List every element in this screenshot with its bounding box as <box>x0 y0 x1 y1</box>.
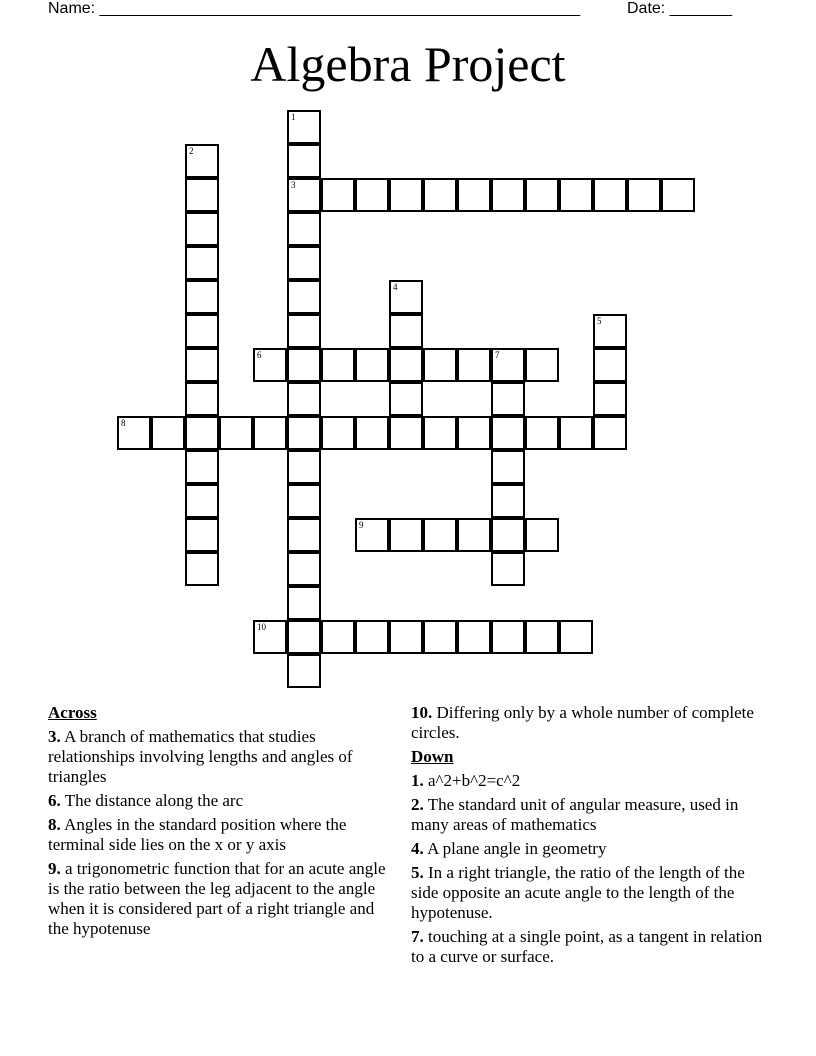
grid-cell[interactable] <box>593 178 627 212</box>
clue-number: 8. <box>48 815 61 834</box>
grid-cell[interactable] <box>627 178 661 212</box>
clue-number: 3. <box>48 727 61 746</box>
date-field-label: Date: _______ <box>627 0 732 17</box>
clue-across-10 <box>411 703 776 743</box>
grid-cell[interactable] <box>185 314 219 348</box>
clue-number: 4. <box>411 839 424 858</box>
cell-number: 6 <box>257 350 262 360</box>
clue-number: 7. <box>411 927 424 946</box>
grid-cell[interactable] <box>287 212 321 246</box>
clues-right-column <box>411 703 776 971</box>
grid-cell[interactable] <box>287 586 321 620</box>
grid-cell[interactable] <box>491 484 525 518</box>
grid-cell[interactable] <box>593 416 627 450</box>
grid-cell[interactable] <box>457 178 491 212</box>
grid-cell[interactable] <box>287 382 321 416</box>
grid-cell[interactable] <box>593 382 627 416</box>
grid-cell[interactable] <box>287 620 321 654</box>
grid-cell[interactable] <box>525 416 559 450</box>
down-heading: Down <box>411 747 454 766</box>
grid-cell[interactable] <box>525 178 559 212</box>
grid-cell[interactable] <box>253 620 287 654</box>
grid-cell[interactable] <box>185 416 219 450</box>
cell-number: 2 <box>189 146 194 156</box>
name-field-label: Name: ______________________________________________________ <box>48 0 581 17</box>
grid-cell[interactable] <box>253 416 287 450</box>
clue-text: A branch of mathematics that studies relationships involving lengths and angles of triangles <box>48 727 353 786</box>
cell-number: 4 <box>393 282 398 292</box>
grid-cell[interactable] <box>321 348 355 382</box>
grid-cell[interactable] <box>287 246 321 280</box>
grid-cell[interactable] <box>185 518 219 552</box>
grid-cell[interactable] <box>287 314 321 348</box>
grid-cell[interactable] <box>491 416 525 450</box>
clue-text: A plane angle in geometry <box>427 839 607 858</box>
clue-down-7 <box>411 927 776 967</box>
clue-text: The standard unit of angular measure, used in many areas of mathematics <box>411 795 739 834</box>
grid-cell[interactable] <box>355 348 389 382</box>
grid-cell[interactable] <box>185 178 219 212</box>
grid-cell[interactable] <box>389 416 423 450</box>
clue-text: a trigonometric function that for an acute angle is the ratio between the leg adjacent to the angle when it is considered part of a right triangle and the hypotenuse <box>48 859 386 938</box>
grid-cell[interactable] <box>559 620 593 654</box>
grid-cell[interactable] <box>423 416 457 450</box>
grid-cell[interactable] <box>593 348 627 382</box>
clue-text: The distance along the arc <box>64 791 244 810</box>
clue-text: Angles in the standard position where the terminal side lies on the x or y axis <box>48 815 347 854</box>
grid-cell[interactable] <box>287 518 321 552</box>
grid-cell[interactable] <box>389 178 423 212</box>
grid-cell[interactable] <box>117 416 151 450</box>
grid-cell[interactable] <box>287 416 321 450</box>
clue-text: touching at a single point, as a tangent in relation to a curve or surface. <box>411 927 763 966</box>
cell-number: 9 <box>359 520 364 530</box>
grid-cell[interactable] <box>287 110 321 144</box>
grid-cell[interactable] <box>287 484 321 518</box>
grid-cell[interactable] <box>491 382 525 416</box>
clue-text: Differing only by a whole number of complete circles. <box>411 703 754 742</box>
clue-across-9 <box>48 859 398 939</box>
grid-cell[interactable] <box>389 348 423 382</box>
grid-cell[interactable] <box>423 620 457 654</box>
grid-cell[interactable] <box>321 178 355 212</box>
clue-across-6 <box>48 791 398 811</box>
clue-down-2 <box>411 795 776 835</box>
across-heading: Across <box>48 703 97 722</box>
grid-cell[interactable] <box>559 178 593 212</box>
grid-cell[interactable] <box>219 416 253 450</box>
grid-cell[interactable] <box>491 178 525 212</box>
grid-cell[interactable] <box>457 416 491 450</box>
clue-number: 6. <box>48 791 61 810</box>
cell-number: 8 <box>121 418 126 428</box>
grid-cell[interactable] <box>389 280 423 314</box>
grid-cell[interactable] <box>389 382 423 416</box>
grid-cell[interactable] <box>457 348 491 382</box>
grid-cell[interactable] <box>389 518 423 552</box>
grid-cell[interactable] <box>355 178 389 212</box>
grid-cell[interactable] <box>321 620 355 654</box>
clue-down-4 <box>411 839 776 859</box>
grid-cell[interactable] <box>593 314 627 348</box>
clue-number: 2. <box>411 795 424 814</box>
grid-cell[interactable] <box>389 314 423 348</box>
grid-cell[interactable] <box>253 348 287 382</box>
page-title: Algebra Project <box>250 36 566 92</box>
cell-number: 5 <box>597 316 602 326</box>
grid-cell[interactable] <box>287 178 321 212</box>
grid-cell[interactable] <box>661 178 695 212</box>
grid-cell[interactable] <box>287 552 321 586</box>
grid-cell[interactable] <box>423 518 457 552</box>
clue-down-5 <box>411 863 776 923</box>
grid-cell[interactable] <box>525 620 559 654</box>
grid-cell[interactable] <box>185 144 219 178</box>
clue-number: 5. <box>411 863 424 882</box>
clue-number: 9. <box>48 859 61 878</box>
cell-number: 10 <box>257 622 266 632</box>
clue-down-1 <box>411 771 776 791</box>
grid-cell[interactable] <box>525 348 559 382</box>
grid-cell[interactable] <box>491 348 525 382</box>
clue-number: 1. <box>411 771 424 790</box>
grid-cell[interactable] <box>287 348 321 382</box>
grid-cell[interactable] <box>491 450 525 484</box>
grid-cell[interactable] <box>525 518 559 552</box>
clue-text: a^2+b^2=c^2 <box>428 771 521 790</box>
grid-cell[interactable] <box>321 416 355 450</box>
grid-cell[interactable] <box>287 450 321 484</box>
grid-cell[interactable] <box>185 552 219 586</box>
grid-cell[interactable] <box>287 280 321 314</box>
grid-cell[interactable] <box>355 620 389 654</box>
grid-cell[interactable] <box>151 416 185 450</box>
grid-cell[interactable] <box>287 654 321 688</box>
grid-cell[interactable] <box>491 518 525 552</box>
grid-cell[interactable] <box>355 518 389 552</box>
grid-cell[interactable] <box>185 450 219 484</box>
grid-cell[interactable] <box>185 348 219 382</box>
grid-cell[interactable] <box>185 212 219 246</box>
grid-cell[interactable] <box>423 348 457 382</box>
cell-number: 1 <box>291 112 296 122</box>
clues-left-column <box>48 703 398 943</box>
grid-cell[interactable] <box>185 484 219 518</box>
grid-cell[interactable] <box>355 416 389 450</box>
grid-cell[interactable] <box>389 620 423 654</box>
clue-number: 10. <box>411 703 433 722</box>
grid-cell[interactable] <box>185 246 219 280</box>
grid-cell[interactable] <box>559 416 593 450</box>
clue-across-8 <box>48 815 398 855</box>
clue-text: In a right triangle, the ratio of the length of the side opposite an acute angle to the length of the hypotenuse. <box>411 863 745 922</box>
grid-cell[interactable] <box>491 620 525 654</box>
clue-across-3 <box>48 727 398 787</box>
grid-cell[interactable] <box>457 518 491 552</box>
grid-cell[interactable] <box>457 620 491 654</box>
grid-cell[interactable] <box>287 144 321 178</box>
grid-cell[interactable] <box>185 382 219 416</box>
grid-cell[interactable] <box>185 280 219 314</box>
cell-number: 7 <box>495 350 500 360</box>
cell-number: 3 <box>291 180 296 190</box>
grid-cell[interactable] <box>491 552 525 586</box>
grid-cell[interactable] <box>423 178 457 212</box>
